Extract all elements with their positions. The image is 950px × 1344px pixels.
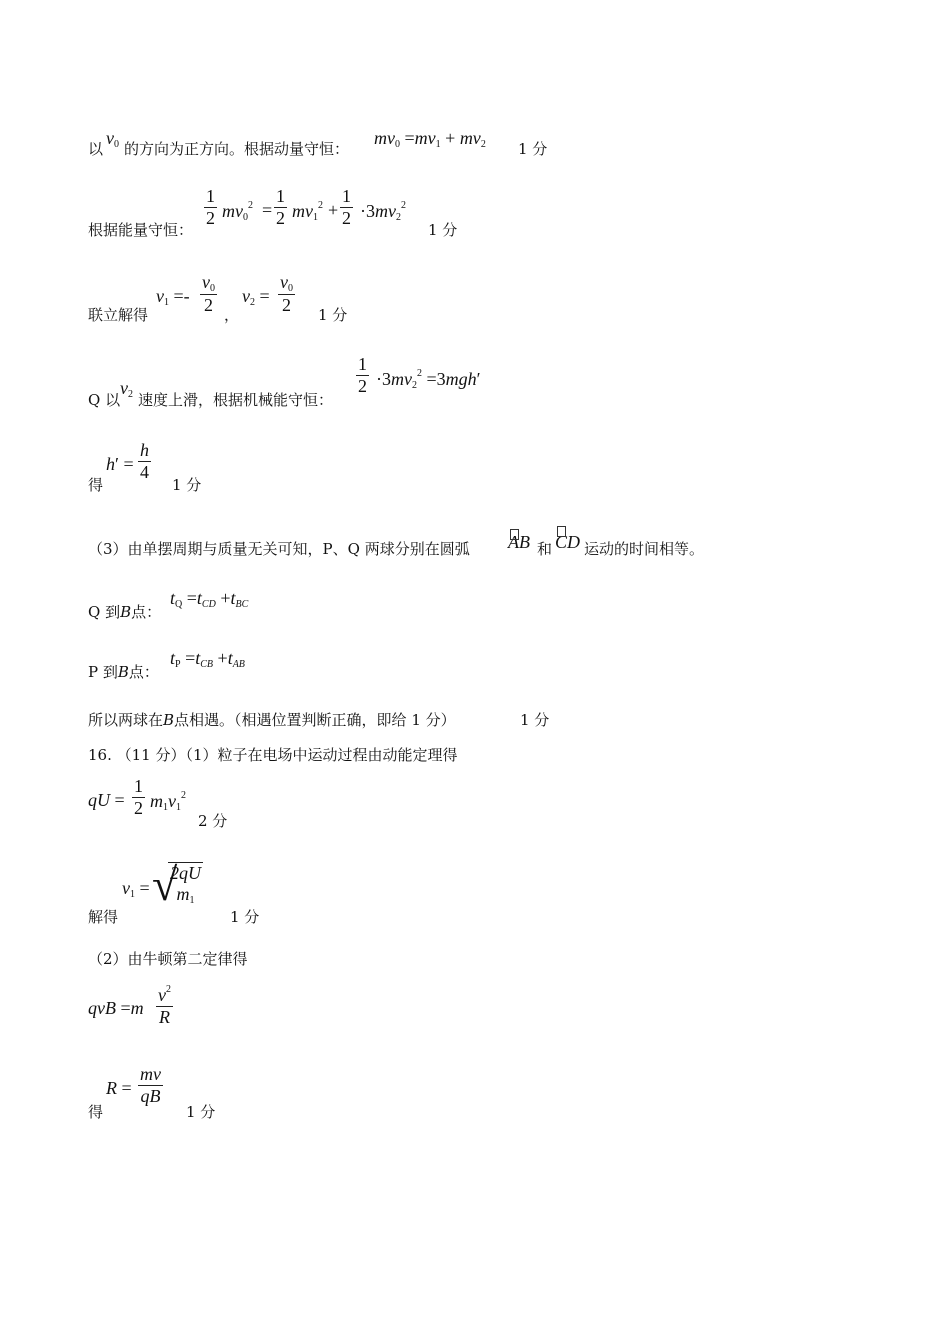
arc-ab: AB [508, 532, 530, 553]
arc-cd: CD [555, 532, 580, 553]
momentum-text: 的方向为正方向。根据动量守恒： [124, 140, 350, 158]
momentum-line [88, 138, 103, 159]
energy-label: 根据能量守恒： [88, 221, 194, 239]
meeting-conclusion: 所以两球在B点相遇。（相遇位置判断正确，即给 1 分） [88, 711, 456, 729]
plus-sign: + [328, 200, 339, 220]
fraction-v2-over-R: $v^2$ R [158, 984, 171, 1027]
kinetic-term: $m_1v_1^2$ [150, 790, 186, 813]
score-label: 2 分 [198, 812, 228, 830]
radius-symbol: R = [106, 1078, 132, 1098]
energy-term-3: $\cdot 3mv_2^2$ [360, 200, 406, 223]
score-label: 1 分 [186, 1103, 216, 1121]
fraction-half: 1 2 [276, 186, 285, 228]
h-prime-symbol: h′ = [106, 454, 134, 474]
newton-second-law-heading: （2）由牛顿第二定律得 [88, 950, 248, 968]
fraction-v0-over-2: $v_0$ 2 [280, 272, 293, 315]
solve-label: 解得 [88, 908, 119, 926]
energy-term-1: $mv_0^2$ [222, 200, 253, 223]
fraction-2qU-over-m1: 2qU $m_1$ [170, 863, 201, 906]
work-energy-equation: qU = [88, 790, 125, 810]
sqrt-expression [152, 859, 212, 920]
fraction-half: 1 2 [206, 186, 215, 228]
arc-icon [510, 529, 519, 540]
pendulum-suffix: 运动的时间相等。 [584, 540, 705, 558]
arc-icon [557, 526, 566, 537]
fraction-h-over-4: h 4 [140, 440, 149, 482]
text-prefix: 以 [88, 140, 104, 158]
fraction-half: 1 2 [342, 186, 351, 228]
sqrt-icon: √ [152, 859, 178, 910]
fraction-half: 1 2 [358, 354, 367, 396]
fraction-v0-over-2: $v_0$ 2 [202, 272, 215, 315]
result-label: 得 [88, 476, 104, 494]
tq-equation: $t_Q =tCD +tBC$ [170, 588, 249, 610]
energy-term-2: $mv_1^2$ [292, 200, 323, 223]
q-to-b-label: Q 到B点： [88, 603, 162, 621]
v2-symbol: $v_2$ [120, 378, 133, 400]
score-label: 1 分 [172, 476, 202, 494]
score-label: 1 分 [318, 306, 348, 324]
mechanical-energy-text: 速度上滑，根据机械能守恒： [138, 391, 334, 409]
fraction-mv-over-qB: mv qB [140, 1064, 161, 1106]
question-16-heading: 16. （11 分）（1）粒子在电场中运动过程由动能定理得 [88, 746, 458, 764]
score-label: 1 分 [230, 908, 260, 926]
tp-equation: $t_P =tCB +tAB$ [170, 648, 245, 670]
comma: ， [224, 306, 240, 324]
score-label: 1 分 [428, 221, 458, 239]
v1-solution: $v_1$ =- [156, 286, 190, 308]
q-slide-prefix: Q 以 [88, 391, 121, 409]
mechanical-energy-equation: $\cdot 3mv_2^2 =3mgh'$ [376, 368, 481, 391]
score-label: 1 分 [520, 711, 550, 729]
lorentz-equation: qvB =m [88, 998, 144, 1018]
solve-label: 联立解得 [88, 306, 149, 324]
pendulum-statement: （3）由单摆周期与质量无关可知，P、Q 两球分别在圆弧 [88, 540, 470, 558]
fraction-half: 1 2 [134, 776, 143, 818]
v0-symbol: $v_0$ [106, 128, 119, 150]
and-text: 和 [537, 540, 553, 558]
result-label: 得 [88, 1103, 104, 1121]
v2-solution: $v_2$ = [242, 286, 270, 308]
v1-symbol: $v_1$ = [122, 878, 150, 900]
p-to-b-label: P 到B点： [88, 663, 159, 681]
momentum-equation: $mv_0 =mv_1 + mv_2$ [374, 128, 486, 150]
equals-sign: = [262, 200, 273, 220]
score-label: 1 分 [518, 140, 548, 158]
